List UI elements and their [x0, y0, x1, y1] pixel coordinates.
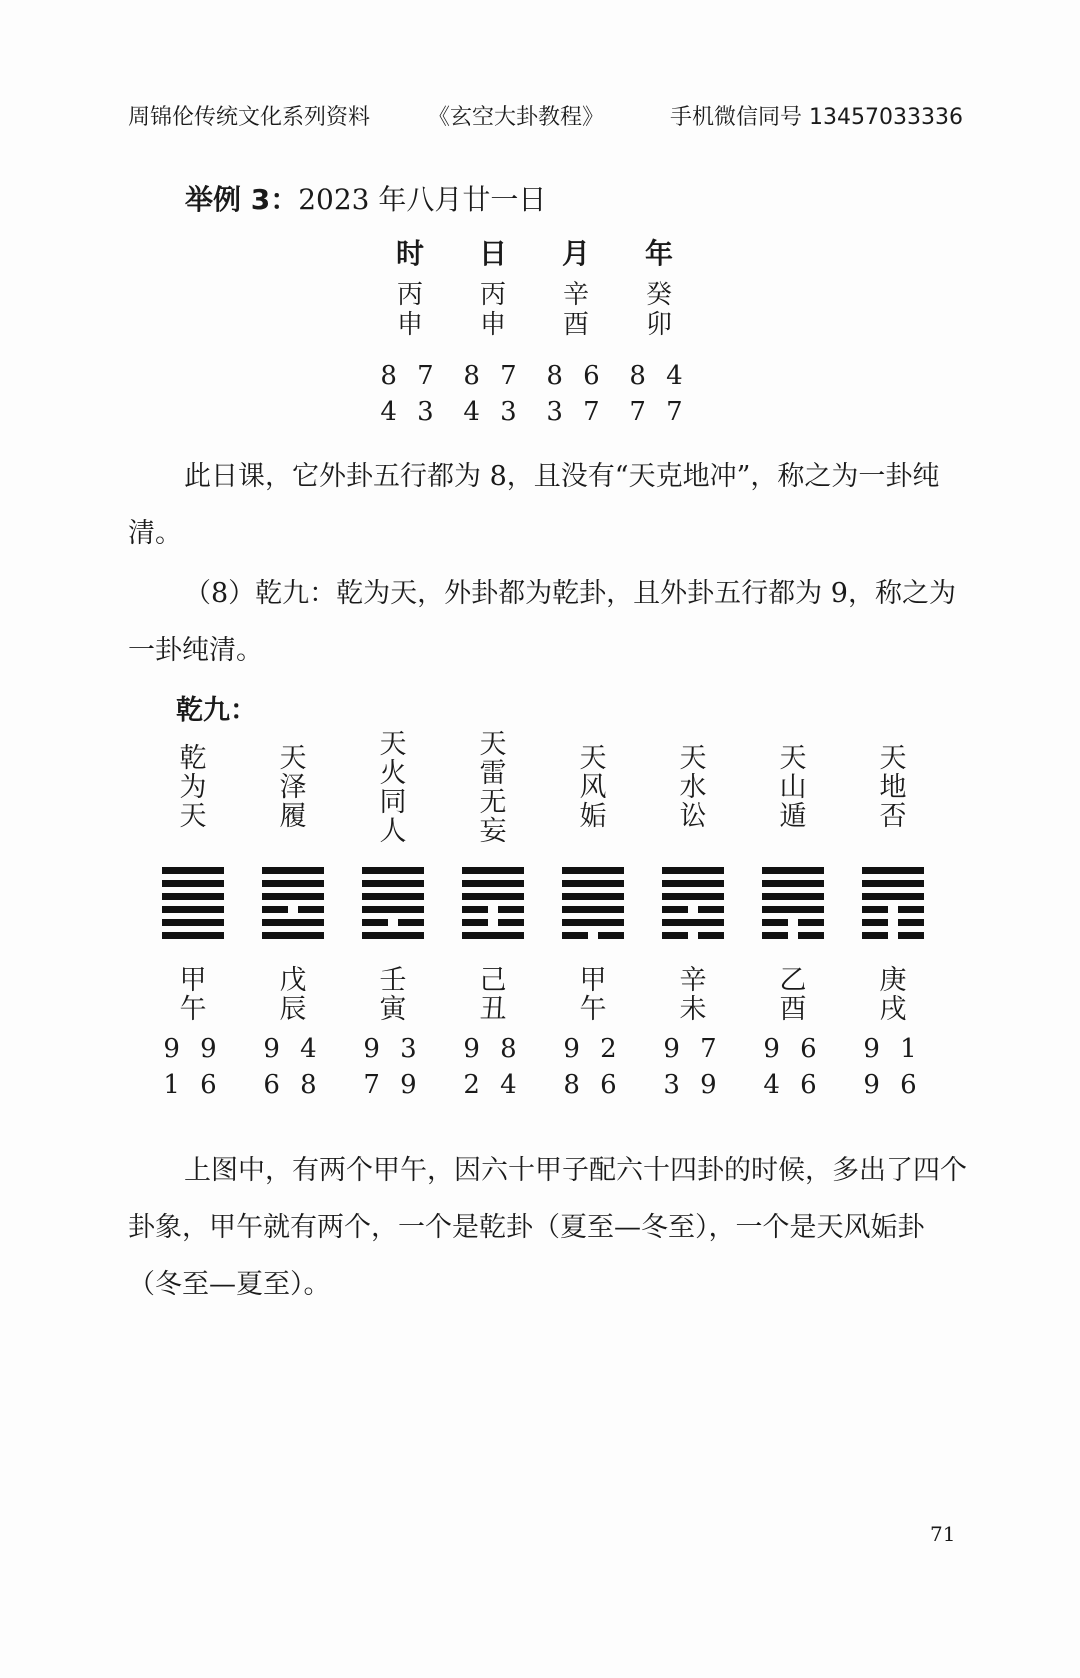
hexagram-name	[258, 744, 328, 831]
paragraph-1	[128, 448, 968, 562]
hexagram-symbol	[262, 867, 324, 941]
yang-line	[162, 906, 224, 913]
yang-line	[662, 919, 724, 926]
yang-line	[862, 867, 924, 874]
hexagram-ganzhi	[858, 966, 928, 1024]
pillar-head: 月	[561, 237, 590, 270]
hexagram-numbers-bottom: 7 9	[363, 1070, 423, 1100]
hexagram-numbers-top: 9 8	[463, 1034, 523, 1064]
yang-line	[362, 906, 424, 913]
pillar-stem: 丙	[479, 280, 506, 310]
ganzhi-char: 庚	[879, 965, 907, 996]
ganzhi-char: 酉	[779, 994, 807, 1025]
hexagram-numbers-bottom: 8 6	[563, 1070, 623, 1100]
example-label: 举例 3：	[185, 183, 299, 216]
hexagram-symbol	[362, 867, 424, 941]
hexagram-name	[158, 744, 228, 831]
pillar-numbers-bottom: 4 3	[463, 397, 523, 427]
pillar-numbers-top: 8 7	[380, 361, 440, 391]
yang-line	[862, 880, 924, 887]
ganzhi-char: 甲	[179, 965, 207, 996]
ganzhi-char: 丑	[479, 994, 507, 1025]
yang-line	[762, 867, 824, 874]
hexagram-numbers-top: 9 7	[663, 1034, 723, 1064]
hexagram-name-char: 火	[379, 758, 407, 789]
hexagram-name-char: 天	[779, 743, 807, 774]
ganzhi-char: 辰	[279, 994, 307, 1025]
yin-line	[762, 919, 824, 926]
hexagram-name-char: 雷	[479, 758, 507, 789]
hexagram-name	[658, 744, 728, 831]
hexagram-name-char: 天	[279, 743, 307, 774]
paragraph-3-text: 上图中，有两个甲午，因六十甲子配六十四卦的时候，多出了四个卦象，甲午就有两个，一个是乾卦（夏至—冬至），一个是天风姤卦（冬至—夏至）。	[128, 1155, 967, 1300]
yang-line	[362, 880, 424, 887]
hexagram-ganzhi	[358, 966, 428, 1024]
yang-line	[762, 880, 824, 887]
pillar-branch: 申	[479, 310, 506, 340]
example-heading	[185, 178, 546, 218]
hexagram-numbers-bottom: 2 4	[463, 1070, 523, 1100]
paragraph-1-text: 此日课，它外卦五行都为 8，且没有“天克地冲”，称之为一卦纯清。	[128, 461, 940, 549]
yang-line	[162, 867, 224, 874]
paragraph-2-text: （8）乾九：乾为天，外卦都为乾卦，且外卦五行都为 9，称之为一卦纯清。	[128, 578, 956, 666]
hexagram-ganzhi	[558, 966, 628, 1024]
hexagram-name-char: 为	[179, 772, 207, 803]
hexagram-name	[358, 730, 428, 846]
ganzhi-char: 甲	[579, 965, 607, 996]
yang-line	[562, 880, 624, 887]
pillar-numbers-top: 8 4	[629, 361, 689, 391]
hexagram-name-char: 天	[379, 729, 407, 760]
hexagram-symbol	[762, 867, 824, 941]
yang-line	[562, 893, 624, 900]
section-heading-qian-nine: 乾九：	[176, 695, 257, 726]
yang-line	[462, 880, 524, 887]
pillar-year	[629, 232, 689, 432]
hexagram-name-char: 姤	[579, 801, 607, 832]
hexagram-row	[158, 730, 938, 1110]
hexagram-symbol	[862, 867, 924, 941]
example-date: 2023 年八月廿一日	[298, 183, 547, 216]
yang-line	[262, 932, 324, 939]
hexagram-name-char: 天	[479, 729, 507, 760]
yang-line	[762, 906, 824, 913]
yin-line	[662, 932, 724, 939]
hexagram-name-char: 乾	[179, 743, 207, 774]
hexagram-name-char: 天	[679, 743, 707, 774]
ganzhi-char: 寅	[379, 994, 407, 1025]
yin-line	[262, 906, 324, 913]
yang-line	[362, 867, 424, 874]
hexagram-name-char: 水	[679, 772, 707, 803]
hexagram-numbers-bottom: 6 8	[263, 1070, 323, 1100]
hexagram-ganzhi	[258, 966, 328, 1024]
hexagram-name-char: 讼	[679, 801, 707, 832]
hexagram-name	[558, 744, 628, 831]
pillar-day	[463, 232, 523, 432]
hexagram-name	[758, 744, 828, 831]
yang-line	[262, 867, 324, 874]
yang-line	[162, 932, 224, 939]
pillar-numbers-top: 8 6	[546, 361, 606, 391]
paragraph-3	[128, 1142, 968, 1313]
pillar-head: 时	[395, 237, 424, 270]
pillar-numbers-bottom: 3 7	[546, 397, 606, 427]
ganzhi-char: 己	[479, 965, 507, 996]
hexagram-symbol	[462, 867, 524, 941]
yang-line	[662, 867, 724, 874]
pillar-hour	[380, 232, 440, 432]
yang-line	[162, 880, 224, 887]
hexagram-numbers-top: 9 4	[263, 1034, 323, 1064]
hexagram-ganzhi	[458, 966, 528, 1024]
yang-line	[562, 906, 624, 913]
hexagram-numbers-top: 9 1	[863, 1034, 923, 1064]
yang-line	[562, 867, 624, 874]
yang-line	[262, 919, 324, 926]
hexagram-name	[458, 730, 528, 846]
pillar-stem: 辛	[562, 280, 589, 310]
yin-line	[462, 919, 524, 926]
yin-line	[862, 906, 924, 913]
hexagram-ganzhi	[758, 966, 828, 1024]
page-number: 71	[930, 1522, 956, 1546]
ganzhi-char: 未	[679, 994, 707, 1025]
hexagram-name-char: 遁	[779, 801, 807, 832]
hexagram-numbers-bottom: 4 6	[763, 1070, 823, 1100]
yang-line	[862, 893, 924, 900]
yang-line	[662, 893, 724, 900]
pillar-month	[546, 232, 606, 432]
ganzhi-char: 乙	[779, 965, 807, 996]
hexagram-name-char: 天	[179, 801, 207, 832]
hexagram-name-char: 风	[579, 772, 607, 803]
hexagram-symbol	[662, 867, 724, 941]
header-book-title: 《玄空大卦教程》	[428, 105, 605, 130]
yang-line	[162, 893, 224, 900]
hexagram-name-char: 履	[279, 801, 307, 832]
hexagram-name-char: 天	[579, 743, 607, 774]
header-contact: 手机微信同号 13457033336	[670, 105, 963, 130]
paragraph-2	[128, 565, 968, 679]
hexagram-symbol	[162, 867, 224, 941]
hexagram-name-char: 同	[379, 787, 407, 818]
hexagram-name-char: 否	[879, 801, 907, 832]
hexagram-numbers-bottom: 9 6	[863, 1070, 923, 1100]
yang-line	[462, 932, 524, 939]
hexagram-name-char: 山	[779, 772, 807, 803]
hexagram-ganzhi	[658, 966, 728, 1024]
ganzhi-char: 戊	[279, 965, 307, 996]
header-series-title: 周锦伦传统文化系列资料	[128, 105, 371, 130]
ganzhi-char: 午	[579, 994, 607, 1025]
pillar-numbers-bottom: 7 7	[629, 397, 689, 427]
ganzhi-char: 戌	[879, 994, 907, 1025]
yin-line	[762, 932, 824, 939]
yin-line	[862, 932, 924, 939]
pillar-branch: 酉	[562, 310, 589, 340]
pillar-numbers-bottom: 4 3	[380, 397, 440, 427]
hexagram-name	[858, 744, 928, 831]
ganzhi-char: 午	[179, 994, 207, 1025]
hexagram-name-char: 天	[879, 743, 907, 774]
hexagram-numbers-top: 9 9	[163, 1034, 223, 1064]
hexagram-numbers-bottom: 3 9	[663, 1070, 723, 1100]
yin-line	[862, 919, 924, 926]
hexagram-symbol	[562, 867, 624, 941]
yang-line	[362, 932, 424, 939]
pillar-branch: 卯	[645, 310, 672, 340]
yang-line	[462, 867, 524, 874]
hexagram-name-char: 地	[879, 772, 907, 803]
hexagram-numbers-top: 9 2	[563, 1034, 623, 1064]
yang-line	[162, 919, 224, 926]
pillar-stem: 丙	[396, 280, 423, 310]
yang-line	[262, 893, 324, 900]
hexagram-name-char: 无	[479, 787, 507, 818]
four-pillars-table	[380, 232, 710, 432]
pillar-stem: 癸	[645, 280, 672, 310]
yang-line	[362, 893, 424, 900]
pillar-branch: 申	[396, 310, 423, 340]
yang-line	[462, 893, 524, 900]
ganzhi-char: 壬	[379, 965, 407, 996]
hexagram-name-char: 妄	[479, 816, 507, 847]
yang-line	[562, 919, 624, 926]
pillar-head: 日	[478, 237, 507, 270]
yang-line	[762, 893, 824, 900]
hexagram-name-char: 泽	[279, 772, 307, 803]
yang-line	[262, 880, 324, 887]
yin-line	[462, 906, 524, 913]
yang-line	[662, 880, 724, 887]
pillar-numbers-top: 8 7	[463, 361, 523, 391]
yin-line	[562, 932, 624, 939]
ganzhi-char: 辛	[679, 965, 707, 996]
hexagram-numbers-top: 9 6	[763, 1034, 823, 1064]
hexagram-ganzhi	[158, 966, 228, 1024]
hexagram-numbers-bottom: 1 6	[163, 1070, 223, 1100]
yin-line	[662, 906, 724, 913]
hexagram-numbers-top: 9 3	[363, 1034, 423, 1064]
pillar-head: 年	[644, 237, 673, 270]
hexagram-name-char: 人	[379, 816, 407, 847]
yin-line	[362, 919, 424, 926]
